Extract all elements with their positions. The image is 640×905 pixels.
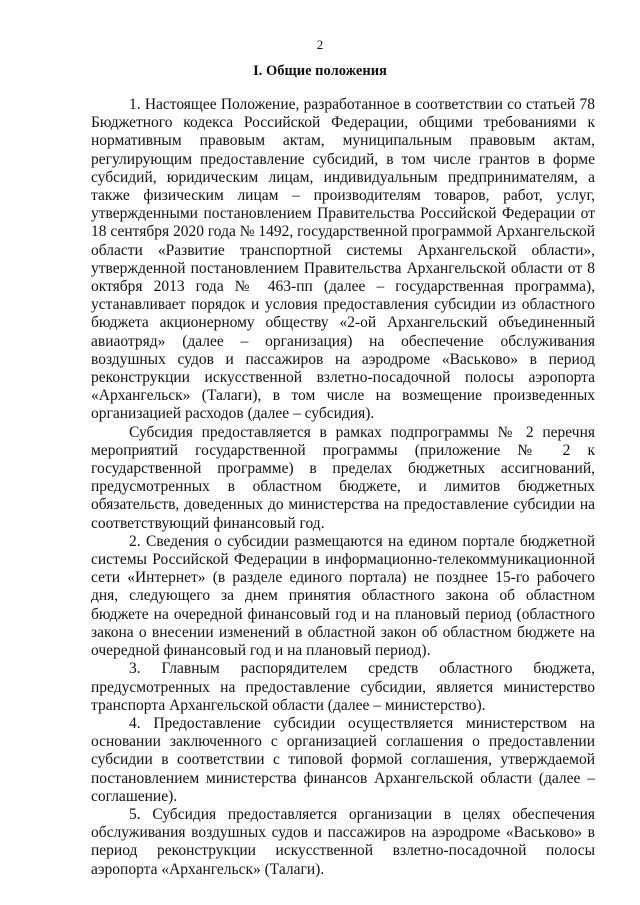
paragraph-subsidy-scope: Субсидия предоставляется в рамках подпрограммы № 2 перечня мероприятий государственной программы (приложение № 2 к государственной программе) в пределах бюджетных ассигнований, предусмотренных в областном бюджете, и лимитов бюджетных обязательств, доведенных до министерства на предоставление субсидии на соответствующий финансовый год. [91,423,595,532]
paragraph-3: 3. Главным распорядителем средств областного бюджета, предусмотренных на предоставление субсидии, является министерство транспорта Архангельской области (далее – министерство). [91,660,595,714]
paragraph-5: 5. Субсидия предоставляется организации в целях обеспечения обслуживания воздушных судов и пассажиров на аэродроме «Васьково» в период реконструкции искусственной взлетно-посадочной полосы аэропорта «Архангельск» (Талаги). [91,805,595,878]
section-heading: I. Общие положения [253,63,387,79]
page-number: 2 [316,37,324,52]
paragraph-4: 4. Предоставление субсидии осуществляется министерством на основании заключенного с организацией соглашения о предоставлении субсидии в соответствии с типовой формой соглашения, утверждаемой постановлением министерства финансов Архангельской области (далее – соглашение). [91,714,595,805]
paragraph-1: 1. Настоящее Положение, разработанное в соответствии со статьей 78 Бюджетного кодекса Российской Федерации, общими требованиями к нормативным правовым актам, муниципальным правовым актам, регулирующим предоставление субсидий, в том числе грантов в форме субсидий, юридическим лицам, индивидуальным предпринимателям, а также физическим лицам – производителям товаров, работ, услуг, утвержденными постановлением Правительства Российской Федерации от 18 сентября 2020 года № 1492, государственной программой Архангельской области «Развитие транспортной системы Архангельской области», утвержденной постановлением Правительства Архангельской области от 8 октября 2013 года № 463-пп (далее – государственная программа), устанавливает порядок и условия предоставления субсидии из областного бюджета акционерному обществу «2-ой Архангельский объединенный авиаотряд» (далее – организация) на обеспечение обслуживания воздушных судов и пассажиров на аэродроме «Васьково» в период реконструкции искусственной взлетно-посадочной полосы аэропорта «Архангельск» (Талаги), в том числе на возмещение произведенных организацией расходов (далее – субсидия). [91,96,595,423]
paragraph-2: 2. Сведения о субсидии размещаются на едином портале бюджетной системы Российской Федерации в информационно-телекоммуникационной сети «Интернет» (в разделе единого портала) не позднее 15-го рабочего дня, следующего за днем принятия областного закона об областном бюджете на очередной финансовый год и на плановый период (областного закона о внесении изменений в областной закон об областном бюджете на очередной финансовый год и на плановый период). [91,532,595,660]
document-body [91,96,595,879]
